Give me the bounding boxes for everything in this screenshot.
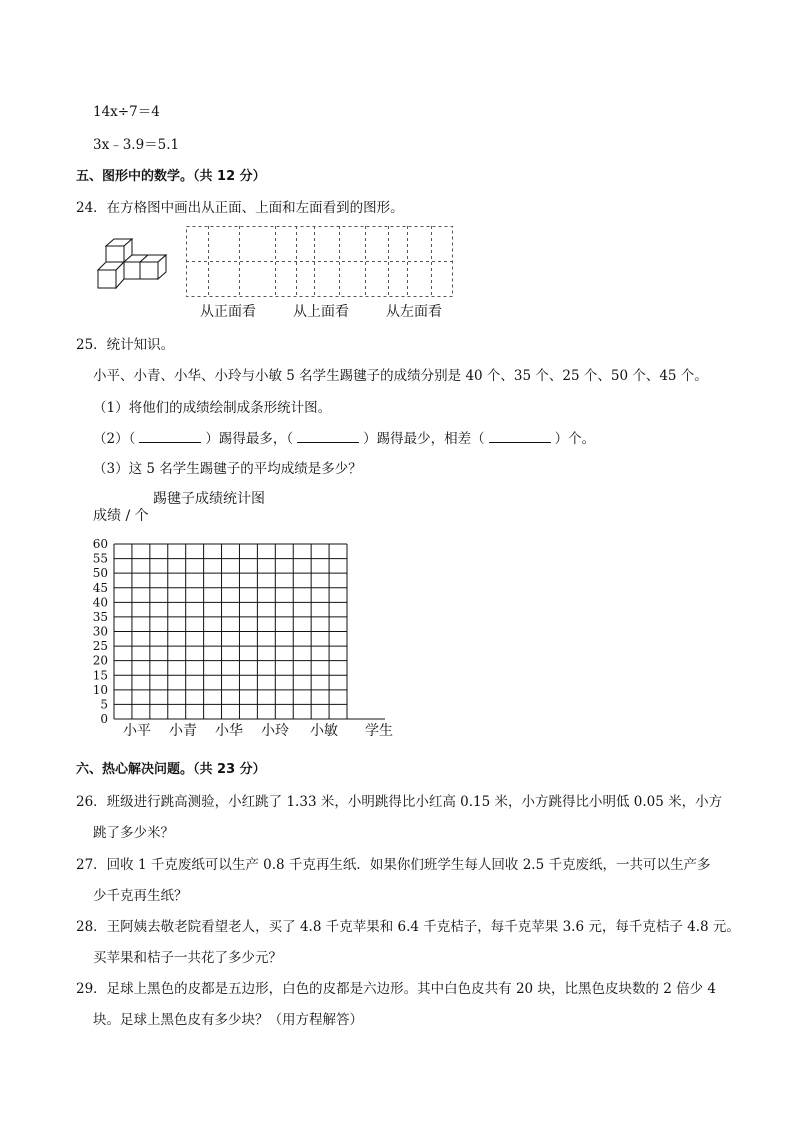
question-28-line1: 28．王阿姨去敬老院看望老人，买了 4.8 千克苹果和 6.4 千克桔子，每千克苹果 3.6 元，每千克桔子 4.8 元。: [76, 919, 740, 935]
equation-2: 3x﹣3.9＝5.1: [93, 137, 180, 153]
section-6-heading: 六、热心解决问题。（共 23 分）: [76, 762, 266, 777]
sub2-part-4: ）个。: [554, 431, 596, 447]
question-25-sub2: [93, 427, 595, 447]
y-tick-label: 35: [92, 609, 108, 624]
y-tick-label: 0: [100, 712, 108, 726]
equation-1: 14x÷7＝4: [93, 104, 160, 120]
cube-stack-figure: [96, 238, 176, 294]
question-29-line1: 29．足球上黑色的皮都是五边形，白色的皮都是六边形。其中白色皮共有 20 块，比黑色皮块数的 2 倍少 4: [76, 981, 716, 997]
y-tick-label: 5: [100, 697, 108, 712]
question-26-line2: 跳了多少米？: [93, 825, 174, 841]
question-26-line1: 26．班级进行跳高测验，小红跳了 1.33 米，小明跳得比小红高 0.15 米，小方跳得比小明低 0.05 米，小方: [76, 794, 723, 810]
bar-chart-grid: [88, 532, 398, 744]
question-25-sub3: （3）这 5 名学生踢毽子的平均成绩是多少？: [93, 461, 362, 477]
y-tick-label: 40: [92, 595, 108, 610]
x-category-label: 小玲: [261, 723, 289, 739]
y-tick-label: 55: [92, 551, 108, 566]
question-27-line2: 少千克再生纸？: [93, 888, 188, 904]
view-drawing-grid: [186, 226, 454, 298]
sub2-part-2: ）踢得最多，（: [205, 431, 294, 447]
x-axis-label: 学生: [365, 723, 393, 739]
answer-blank-most[interactable]: [139, 430, 201, 443]
question-27-line1: 27．回收 1 千克废纸可以生产 0.8 千克再生纸．如果你们班学生每人回收 2.5 千克废纸，一共可以生产多: [76, 857, 711, 873]
y-tick-label: 10: [92, 682, 108, 697]
answer-blank-difference[interactable]: [489, 430, 551, 443]
sub2-part-3: ）踢得最少，相差（: [363, 431, 485, 447]
y-tick-label: 60: [92, 537, 108, 551]
question-24-text: 24．在方格图中画出从正面、上面和左面看到的图形。: [76, 200, 404, 216]
y-tick-label: 30: [92, 624, 108, 639]
question-25-sub1: （1）将他们的成绩绘制成条形统计图。: [93, 400, 332, 416]
y-tick-label: 25: [92, 639, 108, 654]
question-25-title: 25．统计知识。: [76, 337, 175, 353]
question-29-line2: 块。足球上黑色皮有多少块？（用方程解答）: [93, 1012, 363, 1028]
y-tick-label: 45: [92, 580, 108, 595]
answer-blank-least[interactable]: [297, 430, 359, 443]
x-category-label: 小华: [215, 723, 243, 739]
left-view-label: 从左面看: [386, 304, 442, 320]
x-category-label: 小青: [169, 723, 197, 739]
chart-y-axis-label: 成绩 / 个: [93, 508, 149, 524]
sub2-part-1: （2）（: [93, 431, 136, 447]
question-25-intro: 小平、小青、小华、小玲与小敏 5 名学生踢毽子的成绩分别是 40 个、35 个、25 个、50 个、45 个。: [93, 368, 708, 384]
x-category-label: 小敏: [310, 723, 338, 739]
y-tick-label: 15: [92, 668, 108, 683]
question-28-line2: 买苹果和桔子一共花了多少元？: [93, 950, 282, 966]
y-tick-label: 50: [92, 566, 108, 581]
section-5-heading: 五、图形中的数学。（共 12 分）: [76, 169, 266, 184]
y-tick-label: 20: [92, 653, 108, 668]
front-view-label: 从正面看: [200, 304, 256, 320]
top-view-label: 从上面看: [293, 304, 349, 320]
x-category-label: 小平: [123, 723, 151, 739]
chart-title: 踢毽子成绩统计图: [153, 491, 265, 507]
